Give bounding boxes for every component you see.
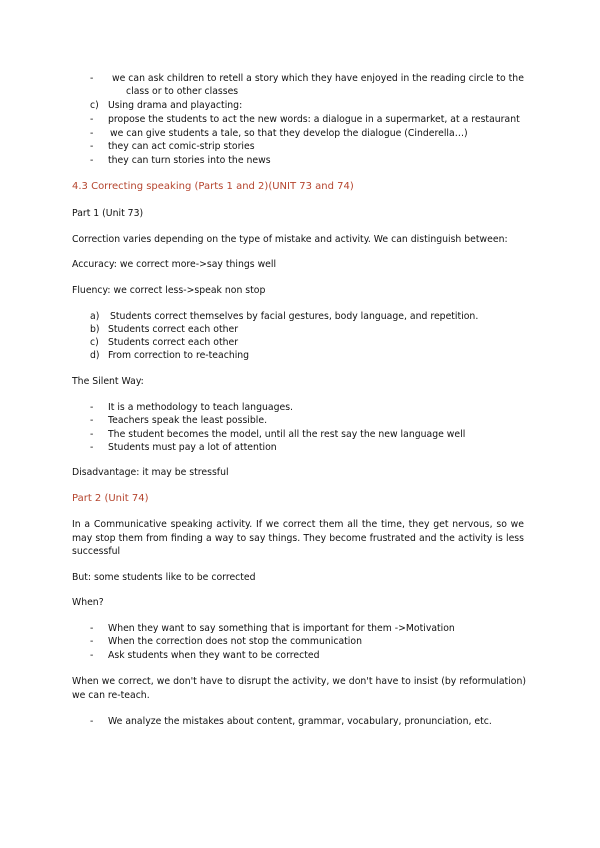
- list-item: It is a methodology to teach languages.: [108, 402, 293, 413]
- list-marker: d): [90, 350, 100, 361]
- list-item: they can act comic-strip stories: [108, 141, 255, 152]
- list-marker: a): [90, 311, 100, 322]
- list-item: Students correct each other: [108, 324, 239, 335]
- fluency-line: Fluency: we correct less->speak non stop: [72, 285, 266, 296]
- list-item: Students correct each other: [108, 337, 239, 348]
- dash-marker: -: [90, 716, 94, 727]
- list-item: Ask students when they want to be corrected: [108, 650, 320, 661]
- part2-paragraph: In a Communicative speaking activity. If we correct them all the time, they get nervous, so we may stop them from finding a way to say things. They become frustrated and the activity is less successful: [72, 519, 524, 558]
- when-title: When?: [72, 597, 104, 608]
- accuracy-line: Accuracy: we correct more->say things well: [72, 259, 277, 270]
- list-marker: b): [90, 324, 100, 335]
- part2-heading: Part 2 (Unit 74): [72, 493, 149, 504]
- list-item: Students must pay a lot of attention: [108, 442, 277, 453]
- list-item: When they want to say something that is important for them ->Motivation: [108, 623, 455, 634]
- dash-marker: -: [90, 650, 94, 661]
- dash-marker: -: [90, 623, 94, 634]
- silent-way-title: The Silent Way:: [72, 376, 144, 387]
- list-item: We analyze the mistakes about content, grammar, vocabulary, pronunciation, etc.: [108, 716, 492, 727]
- dash-marker: -: [90, 141, 94, 152]
- list-item: they can turn stories into the news: [108, 155, 271, 166]
- closing-paragraph: When we correct, we don't have to disrupt the activity, we don't have to insist (by reformulation) we can re-teach.: [72, 676, 526, 701]
- dash-marker: -: [90, 155, 94, 166]
- dash-marker: -: [90, 128, 94, 139]
- section-heading: 4.3 Correcting speaking (Parts 1 and 2)(UNIT 73 and 74): [72, 181, 354, 192]
- list-item: When the correction does not stop the communication: [108, 636, 362, 647]
- but-line: But: some students like to be corrected: [72, 572, 256, 583]
- disadvantage-line: Disadvantage: it may be stressful: [72, 467, 229, 478]
- dash-marker: -: [90, 636, 94, 647]
- list-item-continuation: class or to other classes: [126, 86, 239, 97]
- part1-intro: Correction varies depending on the type of mistake and activity. We can distinguish between:: [72, 234, 508, 245]
- part1-title: Part 1 (Unit 73): [72, 208, 144, 219]
- dash-marker: -: [90, 442, 94, 453]
- list-item: we can ask children to retell a story which they have enjoyed in the reading circle to the: [112, 73, 524, 84]
- list-item: propose the students to act the new words: a dialogue in a supermarket, at a restaurant: [108, 114, 520, 125]
- dash-marker: -: [90, 415, 94, 426]
- dash-marker: -: [90, 429, 94, 440]
- dash-marker: -: [90, 73, 94, 84]
- list-item: Students correct themselves by facial gestures, body language, and repetition.: [110, 311, 479, 322]
- list-item: The student becomes the model, until all the rest say the new language well: [108, 429, 466, 440]
- list-item: Teachers speak the least possible.: [108, 415, 268, 426]
- dash-marker: -: [90, 114, 94, 125]
- list-marker: c): [90, 100, 99, 111]
- dash-marker: -: [90, 402, 94, 413]
- list-item: From correction to re-teaching: [108, 350, 250, 361]
- list-marker: c): [90, 337, 99, 348]
- list-item: Using drama and playacting:: [108, 100, 243, 111]
- list-item: we can give students a tale, so that they develop the dialogue (Cinderella…): [110, 128, 468, 139]
